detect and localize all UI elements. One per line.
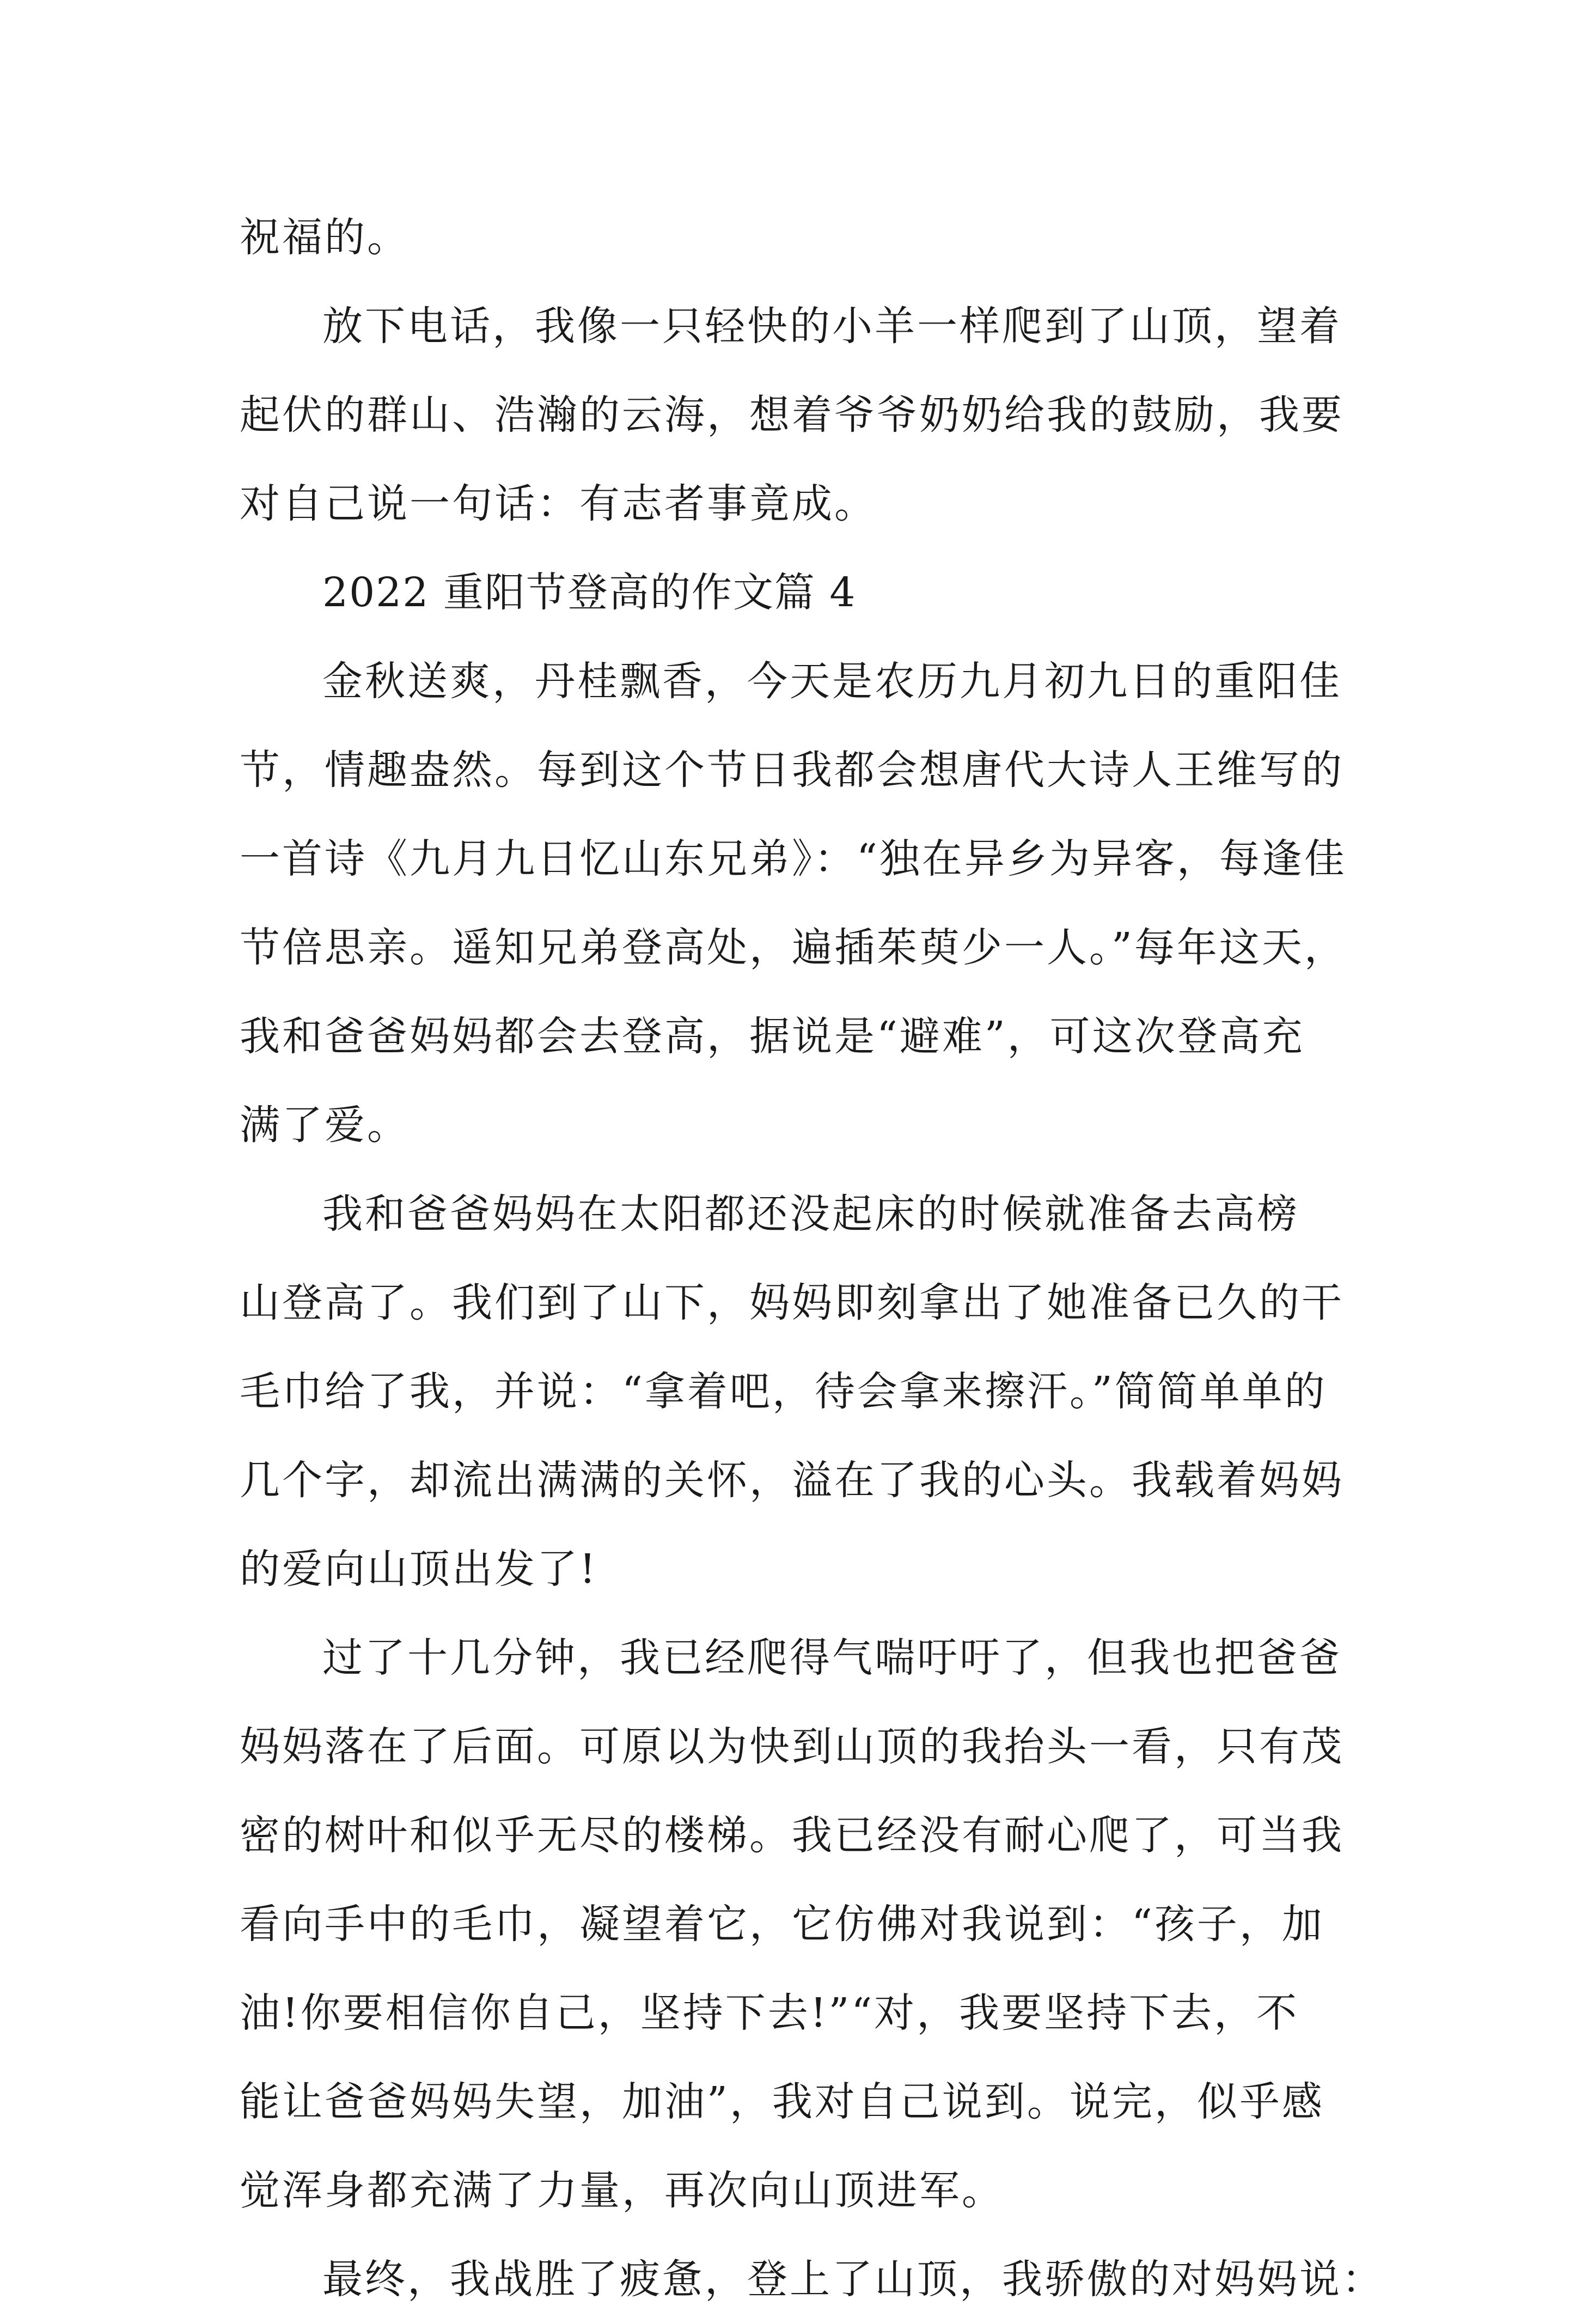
text-line: 密的树叶和似乎无尽的楼梯。我已经没有耐心爬了，可当我 [240, 1812, 1344, 1859]
text-line: 山登高了。我们到了山下，妈妈即刻拿出了她准备已久的干 [240, 1279, 1344, 1326]
text-line: 对自己说一句话：有志者事竟成。 [240, 480, 877, 527]
text-line: 能让爸爸妈妈失望，加油”，我对自己说到。说完，似乎感 [240, 2078, 1324, 2125]
text-line: 起伏的群山、浩瀚的云海，想着爷爷奶奶给我的鼓励，我要 [240, 392, 1344, 438]
text-line: 满了爱。 [240, 1102, 410, 1149]
text-line: 一首诗《九月九日忆山东兄弟》：“独在异乡为异客，每逢佳 [240, 835, 1347, 882]
text-line: 节倍思亲。遥知兄弟登高处，遍插茱萸少一人。”每年这天， [240, 924, 1347, 971]
text-line: 油!你要相信你自己，坚持下去!”“对，我要坚持下去，不 [240, 1990, 1299, 2036]
text-line: 金秋送爽，丹桂飘香，今天是农历九月初九日的重阳佳 [322, 658, 1342, 705]
text-line: 放下电话，我像一只轻快的小羊一样爬到了山顶，望着 [322, 303, 1342, 350]
body-text [240, 193, 1384, 2324]
text-line: 节，情趣盎然。每到这个节日我都会想唐代大诗人王维写的 [240, 747, 1344, 794]
text-line: 的爱向山顶出发了! [240, 1546, 598, 1593]
text-line: 最终，我战胜了疲惫，登上了山顶，我骄傲的对妈妈说： [322, 2256, 1384, 2303]
text-line: 毛巾给了我，并说：“拿着吧，待会拿来擦汗。”简简单单的 [240, 1368, 1327, 1415]
section-heading: 2022 重阳节登高的作文篇 4 [322, 569, 857, 616]
text-line: 祝福的。 [240, 214, 410, 261]
text-line: 觉浑身都充满了力量，再次向山顶进军。 [240, 2167, 1004, 2214]
text-line: 过了十几分钟，我已经爬得气喘吁吁了，但我也把爸爸 [322, 1634, 1342, 1681]
text-line: 几个字，却流出满满的关怀，溢在了我的心头。我载着妈妈 [240, 1457, 1344, 1504]
text-line: 我和爸爸妈妈都会去登高，据说是“避难”，可这次登高充 [240, 1013, 1305, 1060]
text-line: 妈妈落在了后面。可原以为快到山顶的我抬头一看，只有茂 [240, 1723, 1344, 1770]
text-line: 我和爸爸妈妈在太阳都还没起床的时候就准备去高榜 [322, 1191, 1299, 1237]
text-line: 看向手中的毛巾，凝望着它，它仿佛对我说到：“孩子，加 [240, 1901, 1324, 1948]
